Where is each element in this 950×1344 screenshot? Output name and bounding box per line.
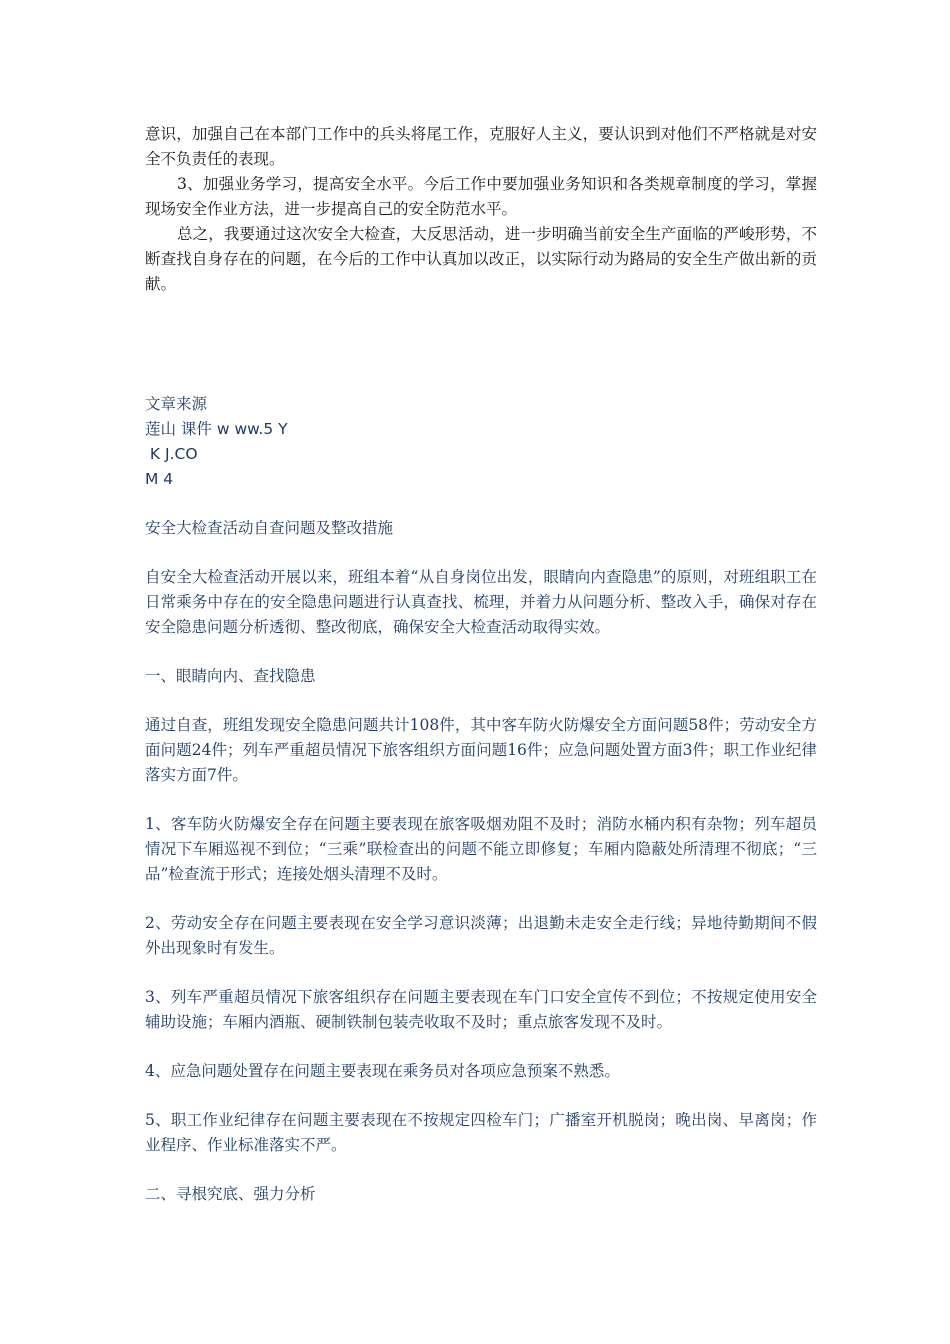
spacer xyxy=(145,541,817,565)
paragraph-study: 3、加强业务学习，提高安全水平。今后工作中要加强业务知识和各类规章制度的学习，掌握现场安全作业方法，进一步提高自己的安全防范水平。 xyxy=(145,175,817,218)
source-block xyxy=(145,392,817,492)
spacer xyxy=(145,1158,817,1182)
source-label: 文章来源 xyxy=(145,395,208,413)
spacer xyxy=(145,640,817,664)
spacer xyxy=(145,1084,817,1108)
article-title: 安全大检查活动自查问题及整改措施 xyxy=(145,519,394,537)
spacer xyxy=(145,297,817,392)
item-4-emergency: 4、应急问题处置存在问题主要表现在乘务员对各项应急预案不熟悉。 xyxy=(145,1062,620,1080)
spacer xyxy=(145,1035,817,1059)
spacer xyxy=(145,788,817,812)
paragraph-awareness: 意识，加强自己在本部门工作中的兵头将尾工作，克服好人主义，要认识到对他们不严格就是对安全不负责任的表现。 xyxy=(145,125,817,168)
section-2-heading: 二、寻根究底、强力分析 xyxy=(145,1185,316,1203)
item-3-passenger-organization: 3、列车严重超员情况下旅客组织存在问题主要表现在车门口安全宣传不到位；不按规定使用安全辅助设施；车厢内酒瓶、硬制铁制包装壳收取不及时；重点旅客发现不及时。 xyxy=(145,988,817,1031)
paragraph-conclusion: 总之，我要通过这次安全大检查，大反思活动，进一步明确当前安全生产面临的严峻形势，不断查找自身存在的问题，在今后的工作中认真加以改正，以实际行动为路局的安全生产做出新的贡献。 xyxy=(145,225,817,293)
source-line-2: 莲山 课件 w ww.5 Y xyxy=(145,420,288,438)
article-intro: 自安全大检查活动开展以来，班组本着“从自身岗位出发，眼睛向内查隐患”的原则，对班组职工在日常乘务中存在的安全隐患问题进行认真查找、梳理，并着力从问题分析、整改入手，确保对存在安全隐患问题分析透彻、整改彻底，确保安全大检查活动取得实效。 xyxy=(145,568,817,636)
summary-paragraph: 通过自查，班组发现安全隐患问题共计108件，其中客车防火防爆安全方面问题58件；劳动安全方面问题24件；列车严重超员情况下旅客组织方面问题16件；应急问题处置方面3件；职工作业纪律落实方面7件。 xyxy=(145,716,817,784)
source-line-3: K J.CO xyxy=(145,445,198,463)
source-line-4: M 4 xyxy=(145,470,174,488)
item-5-discipline: 5、职工作业纪律存在问题主要表现在不按规定四检车门；广播室开机脱岗；晚出岗、早离岗；作业程序、作业标准落实不严。 xyxy=(145,1111,817,1154)
spacer xyxy=(145,887,817,911)
section-1-heading: 一、眼睛向内、查找隐患 xyxy=(145,667,316,685)
spacer xyxy=(145,689,817,713)
item-1-fire-safety: 1、客车防火防爆安全存在问题主要表现在旅客吸烟劝阻不及时；消防水桶内积有杂物；列车超员情况下车厢巡视不到位；“三乘”联检查出的问题不能立即修复；车厢内隐蔽处所清理不彻底；“三品”检查流于形式；连接处烟头清理不及时。 xyxy=(145,815,817,883)
document-body xyxy=(145,122,817,1207)
spacer xyxy=(145,961,817,985)
item-2-labor-safety: 2、劳动安全存在问题主要表现在安全学习意识淡薄；出退勤未走安全走行线；异地待勤期间不假外出现象时有发生。 xyxy=(145,914,817,957)
spacer xyxy=(145,492,817,516)
